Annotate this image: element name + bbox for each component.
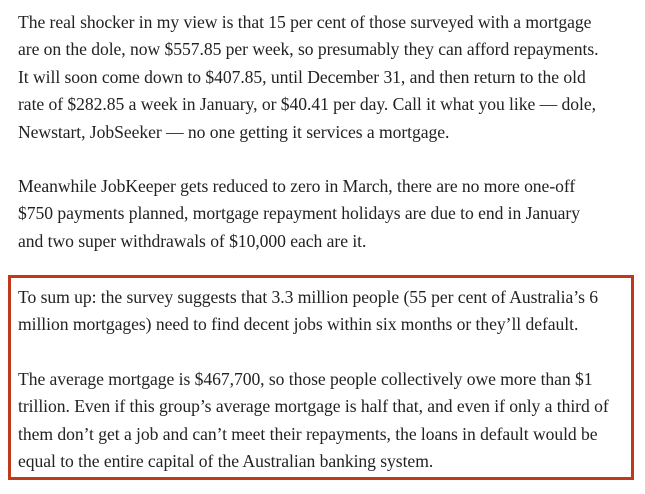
paragraph-line: The real shocker in my view is that 15 per cent of those surveyed with a mortgage — [18, 12, 592, 32]
paragraph-dole — [18, 9, 640, 146]
paragraph-average-mortgage — [18, 366, 638, 476]
paragraph-line: It will soon come down to $407.85, until December 31, and then return to the old — [18, 66, 586, 87]
paragraph-sum-up — [18, 284, 638, 339]
paragraph-line: them don’t get a job and can’t meet their repayments, the loans in default would be — [18, 423, 598, 444]
paragraph-line: equal to the entire capital of the Australian banking system. — [18, 451, 434, 472]
highlighted-section — [18, 284, 638, 475]
paragraph-line: are on the dole, now $557.85 per week, so presumably they can afford repayments. — [18, 39, 599, 60]
paragraph-line: To sum up: the survey suggests that 3.3 million people (55 per cent of Australia’s 6 — [18, 287, 598, 307]
paragraph-line: trillion. Even if this group’s average mortgage is half that, and even if only a third of — [18, 396, 609, 417]
paragraph-line: million mortgages) need to find decent jobs within six months or they’ll default. — [18, 314, 579, 335]
paragraph-line: Newstart, JobSeeker — no one getting it services a mortgage. — [18, 121, 450, 142]
paragraph-line: and two super withdrawals of $10,000 each are it. — [18, 230, 367, 251]
article-body — [18, 9, 640, 255]
paragraph-line: rate of $282.85 a week in January, or $40.41 per day. Call it what you like — dole, — [18, 94, 596, 115]
paragraph-line: $750 payments planned, mortgage repayment holidays are due to end in January — [18, 203, 580, 224]
paragraph-line: The average mortgage is $467,700, so those people collectively owe more than $1 — [18, 368, 593, 389]
paragraph-line: Meanwhile JobKeeper gets reduced to zero in March, there are no more one-off — [18, 176, 576, 197]
paragraph-jobkeeper — [18, 173, 640, 255]
